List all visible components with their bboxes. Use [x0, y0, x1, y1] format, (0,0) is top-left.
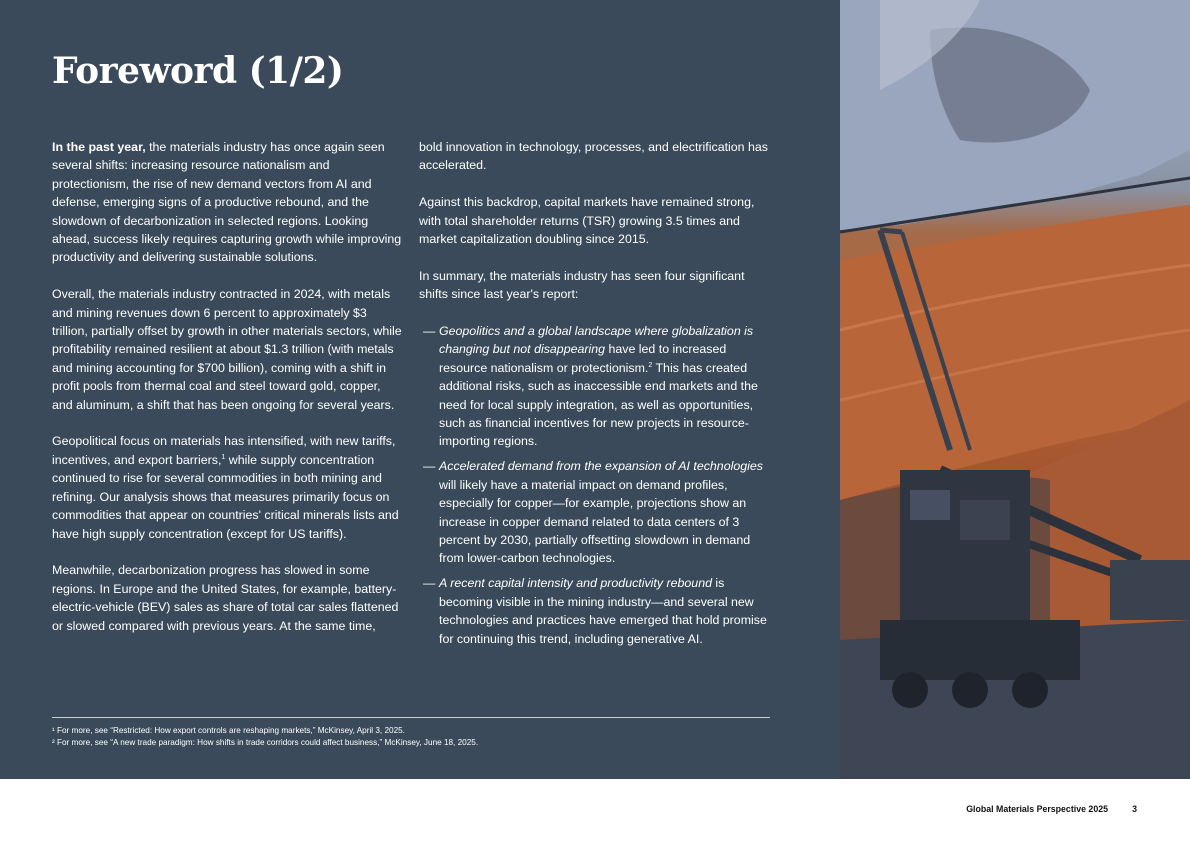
- item-emphasis: A recent capital intensity and productivity rebound: [439, 576, 712, 591]
- paragraph: Against this backdrop, capital markets have remained strong, with total shareholder returns (TSR) growing 3.5 times and market capitalization doubling since 2015.: [419, 195, 755, 247]
- item-text: is becoming visible in the mining industry—and several new technologies and practices have emerged that hold promise for continuing this trend, including generative AI.: [439, 576, 767, 646]
- paragraph: bold innovation in technology, processes, and electrification has accelerated.: [419, 140, 768, 173]
- list-item: [419, 574, 769, 648]
- mine-illustration: [840, 0, 1190, 779]
- left-column: [52, 138, 402, 653]
- footnotes: [52, 725, 772, 748]
- paragraph-text: Geopolitical focus on materials has intensified, with new tariffs, incentives, and export barriers,: [52, 434, 396, 467]
- item-text: This has created additional risks, such as inaccessible end markets and the need for local supply integration, as well as opportunities, such as financial incentives for new projects in resource-importing regions.: [439, 360, 758, 449]
- lead-in: In the past year,: [52, 140, 146, 154]
- item-text: have led to increased resource nationalism or protectionism.: [439, 342, 727, 375]
- dash-marker: —: [423, 459, 436, 474]
- footnote-divider: [52, 717, 770, 718]
- paragraph-text: while supply concentration continued to rise for several commodities in both mining and refining. Our analysis shows that measures primarily focus on commodities that appear on countries' critical minerals lists and have high supply concentration (except for US tariffs).: [52, 452, 399, 541]
- list-item: [419, 322, 769, 451]
- paragraph: Meanwhile, decarbonization progress has slowed in some regions. In Europe and the United States, for example, battery-electric-vehicle (BEV) sales as share of total car sales flattened or slowed compared with previous years. At the same time,: [52, 563, 399, 633]
- document-title: Global Materials Perspective 2025: [966, 804, 1108, 814]
- paragraph: [52, 432, 402, 542]
- dash-marker: —: [423, 324, 436, 339]
- right-column: [419, 138, 769, 654]
- footnote: ¹ For more, see “Restricted: How export controls are reshaping markets,” McKinsey, April 3, 2025.: [52, 726, 405, 735]
- paragraph-text: the materials industry has once again seen several shifts: increasing resource nationalism and protectionism, the rise of new demand vectors from AI and defense, emerging signs of a productive rebound, and the slowdown of decarbonization in selected regions. Looking ahead, success likely requires capturing growth while improving productivity and delivering sustainable solutions.: [52, 140, 402, 265]
- page-footer: [0, 804, 1190, 818]
- paragraph: [52, 138, 402, 267]
- page-number: 3: [1132, 804, 1137, 814]
- dash-marker: —: [423, 576, 436, 591]
- list-item: [419, 457, 769, 567]
- footnote-ref[interactable]: 1: [221, 453, 226, 461]
- item-emphasis: Geopolitics and a global landscape where globalization is changing but not disappearing: [439, 324, 754, 357]
- shift-list: [419, 322, 769, 648]
- page-title: Foreword (1/2): [52, 50, 344, 92]
- paragraph: Overall, the materials industry contracted in 2024, with metals and mining revenues down 6 percent to approximately $3 trillion, partially offset by growth in other materials sectors, while profitability remained resilient at about $1.3 trillion (with metals and mining accounting for $700 billion), coming with a shift in profit pools from thermal coal and steel toward gold, copper, and aluminum, a shift that has been ongoing for several years.: [52, 287, 402, 412]
- paragraph: In summary, the materials industry has seen four significant shifts since last year's report:: [419, 268, 745, 302]
- footnote: ² For more, see “A new trade paradigm: How shifts in trade corridors could affect business,” McKinsey, June 18, 2025.: [52, 737, 479, 747]
- footnote-ref[interactable]: 2: [648, 361, 653, 369]
- item-text: will likely have a material impact on demand profiles, especially for copper—for example, projections show an increase in copper demand related to data centers of 3 percent by 2030, partially offsetting slowdown in demand from lower-carbon technologies.: [439, 477, 751, 566]
- item-emphasis: Accelerated demand from the expansion of AI technologies: [439, 459, 763, 474]
- mine-photo: [840, 0, 1190, 779]
